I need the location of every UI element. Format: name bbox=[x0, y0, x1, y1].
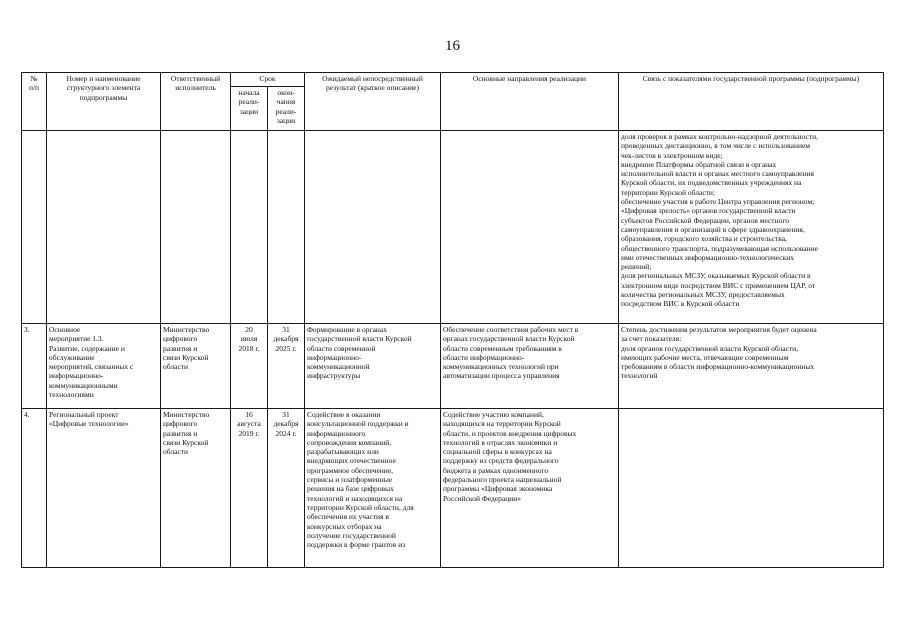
text-line: 31 bbox=[282, 410, 290, 419]
header-num: № п/п bbox=[22, 73, 47, 131]
text-line: коммуникационной bbox=[307, 362, 370, 372]
cell-empty bbox=[47, 131, 161, 324]
cell-link bbox=[619, 409, 884, 568]
text-line: области, и проектов внедрения цифровых bbox=[443, 428, 577, 438]
text-line: цифрового bbox=[163, 334, 198, 344]
text-line: внедрение Платформы обратной связи в органах bbox=[621, 159, 777, 169]
text-line: получение государственной bbox=[307, 530, 396, 540]
text-line: Российской Федерации» bbox=[443, 493, 522, 503]
cell-empty bbox=[22, 131, 47, 324]
text-line: консультационной поддержки и bbox=[307, 419, 409, 429]
text-line: 2019 г. bbox=[238, 428, 260, 438]
text-line: декабря bbox=[273, 419, 299, 429]
header-link: Связь с показателями государственной программы (подпрограммы) bbox=[619, 73, 884, 131]
table-row bbox=[22, 324, 884, 409]
text-line: органах государственной власти Курской bbox=[443, 334, 575, 344]
text-line: «Цифровая зрелость» органов государственной власти bbox=[621, 206, 796, 216]
text-line: коммуникационными bbox=[49, 380, 118, 390]
text-line: Степень достижения результатов мероприятия будет оценена bbox=[621, 325, 817, 334]
text-line: 16 bbox=[245, 410, 253, 419]
text-line: Курской области, их подведомственных учреждениях на bbox=[621, 178, 802, 188]
text-line: развития и bbox=[163, 428, 198, 438]
text-line: 2018 г. bbox=[238, 343, 260, 353]
cell-responsible bbox=[161, 324, 231, 409]
text-line: поддержку из средств федерального bbox=[443, 456, 559, 466]
text-line: технологиями bbox=[49, 390, 94, 400]
text-line: развития и bbox=[163, 343, 198, 353]
text-line: информационно- bbox=[307, 352, 362, 362]
text-line: обеспечения их участия в bbox=[307, 512, 389, 522]
cell-result bbox=[305, 324, 441, 409]
text-line: Содействие участию компаний, bbox=[443, 410, 544, 419]
text-line: поддержки в форме грантов из bbox=[307, 540, 406, 550]
text-line: информационно- bbox=[49, 371, 104, 381]
text-line: за счет показателя: bbox=[621, 334, 682, 344]
text-line: внедряющих отечественное bbox=[307, 456, 396, 466]
text-line: связи Курской bbox=[163, 352, 209, 362]
text-line: общественного транспорта, подразумевающая использование bbox=[621, 243, 818, 253]
cell-start bbox=[231, 409, 268, 568]
text-line: автоматизации процесса управления bbox=[443, 371, 560, 381]
text-line: области bbox=[163, 362, 189, 372]
text-line: решений; bbox=[621, 262, 652, 272]
text-line: коммуникационных технологий при bbox=[443, 362, 559, 372]
cell-empty bbox=[441, 131, 619, 324]
text-line: Обеспечение соответствия рабочих мест в bbox=[443, 325, 579, 334]
cell-end bbox=[268, 409, 305, 568]
text-line: технологий и находящихся на bbox=[307, 493, 403, 503]
text-line: обеспечение участия в работе Центра управления регионом; bbox=[621, 197, 815, 207]
text-line: технологий bbox=[621, 371, 658, 381]
text-line: 20 bbox=[245, 325, 253, 334]
text-line: ими отечественных информационно-технологических bbox=[621, 252, 795, 262]
text-line: требованиям в области информационно-коммуникационных bbox=[621, 362, 815, 372]
text-line: области bbox=[163, 447, 189, 457]
text-line: технологий в отраслях экономики и bbox=[443, 437, 558, 447]
text-line: бюджета в рамках одноименного bbox=[443, 465, 549, 475]
text-line: территории Курской области; bbox=[621, 187, 716, 197]
text-line: территории Курской области, для bbox=[307, 502, 414, 512]
cell-link bbox=[619, 324, 884, 409]
cell-responsible bbox=[161, 409, 231, 568]
header-start: начала реали- зации bbox=[231, 87, 268, 131]
text-line: доля региональных МСЗУ, оказываемых Курской области в bbox=[621, 271, 811, 281]
cell-directions bbox=[441, 409, 619, 568]
cell-directions bbox=[441, 324, 619, 409]
text-line: доля органов государственной власти Курской области, bbox=[621, 343, 799, 353]
text-line: конкурсных отборах на bbox=[307, 521, 382, 531]
text-line: исполнительной власти и органах местного самоуправления bbox=[621, 169, 814, 179]
text-line: области информационно- bbox=[443, 352, 525, 362]
text-line: федерального проекта национальной bbox=[443, 475, 562, 485]
text-line: Развитие, содержание и bbox=[49, 343, 125, 353]
text-line: государственной власти Курской bbox=[307, 334, 412, 344]
text-line: сервисы и платформенные bbox=[307, 475, 393, 485]
header-term: Срок bbox=[231, 73, 305, 87]
header-responsible: Ответственный исполнитель bbox=[161, 73, 231, 131]
cell-num: 4. bbox=[22, 409, 47, 568]
text-line: мероприятий, связанных с bbox=[49, 362, 134, 372]
text-line: программное обеспечение, bbox=[307, 465, 394, 475]
cell-empty bbox=[231, 131, 268, 324]
text-line: самоуправления и организаций в сфере здравоохранения, bbox=[621, 224, 805, 234]
program-table bbox=[21, 72, 884, 568]
text-line: 31 bbox=[282, 325, 290, 334]
cell-start bbox=[231, 324, 268, 409]
text-line: обслуживание bbox=[49, 352, 95, 362]
text-line: информационного bbox=[307, 428, 366, 438]
text-line: декабря bbox=[273, 334, 299, 344]
header-name: Номер и наименование структурного элемента подпрограммы bbox=[47, 73, 161, 131]
cell-name bbox=[47, 324, 161, 409]
table-row bbox=[22, 409, 884, 568]
text-line: области современным требованиям в bbox=[443, 343, 562, 353]
cell-num: 3. bbox=[22, 324, 47, 409]
text-line: Министерство bbox=[163, 325, 210, 334]
text-line: инфраструктуры bbox=[307, 371, 361, 381]
text-line: находящихся на территории Курской bbox=[443, 419, 561, 429]
text-line: образования, городского хозяйства и строительства, bbox=[621, 234, 787, 244]
header-directions: Основные направления реализации bbox=[441, 73, 619, 131]
text-line: августа bbox=[237, 419, 261, 429]
cell-link bbox=[619, 131, 884, 324]
text-line: субъектов Российской Федерации, органов местного bbox=[621, 215, 789, 225]
text-line: посредством ВИС в Курской области bbox=[621, 299, 740, 309]
text-line: проведенных дистанционно, в том числе с использованием bbox=[621, 141, 811, 151]
text-line: июля bbox=[240, 334, 258, 344]
cell-name bbox=[47, 409, 161, 568]
text-line: Министерство bbox=[163, 410, 210, 419]
text-line: имеющих рабочие места, отвечающие современным bbox=[621, 352, 789, 362]
text-line: количества региональных МСЗУ, предоставляемых bbox=[621, 290, 785, 300]
cell-end bbox=[268, 324, 305, 409]
text-line: области современной bbox=[307, 343, 376, 353]
text-line: доля проверок в рамках контрольно-надзорной деятельности, bbox=[621, 132, 818, 141]
text-line: 2025 г. bbox=[275, 343, 297, 353]
cell-empty bbox=[161, 131, 231, 324]
table-row-continuation bbox=[22, 131, 884, 324]
cell-empty bbox=[268, 131, 305, 324]
text-line: связи Курской bbox=[163, 437, 209, 447]
text-line: цифрового bbox=[163, 419, 198, 429]
text-line: Региональный проект bbox=[49, 410, 119, 419]
header-end: окон- чания реали- зации bbox=[268, 87, 305, 131]
text-line: электронном виде посредством ВИС с применением ЦАР, от bbox=[621, 280, 816, 290]
page-number: 16 bbox=[445, 38, 460, 54]
text-line: социальной сферы в конкурсах на bbox=[443, 447, 552, 457]
text-line: решения на базе цифровых bbox=[307, 484, 394, 494]
text-line: сопровождения компаний, bbox=[307, 437, 392, 447]
cell-empty bbox=[305, 131, 441, 324]
header-result: Ожидаемый непосредственный результат (краткое описание) bbox=[305, 73, 441, 131]
cell-result bbox=[305, 409, 441, 568]
text-line: Основное bbox=[49, 325, 81, 334]
text-line: разрабатывающих или bbox=[307, 447, 379, 457]
text-line: мероприятие 1.3. bbox=[49, 334, 104, 344]
text-line: программы «Цифровая экономика bbox=[443, 484, 553, 494]
text-line: «Цифровые технологии» bbox=[49, 419, 129, 429]
text-line: Содействие в оказании bbox=[307, 410, 381, 419]
text-line: 2024 г. bbox=[275, 428, 297, 438]
text-line: Формирование в органах bbox=[307, 325, 387, 334]
text-line: чек-листов в электронном виде; bbox=[621, 150, 723, 160]
